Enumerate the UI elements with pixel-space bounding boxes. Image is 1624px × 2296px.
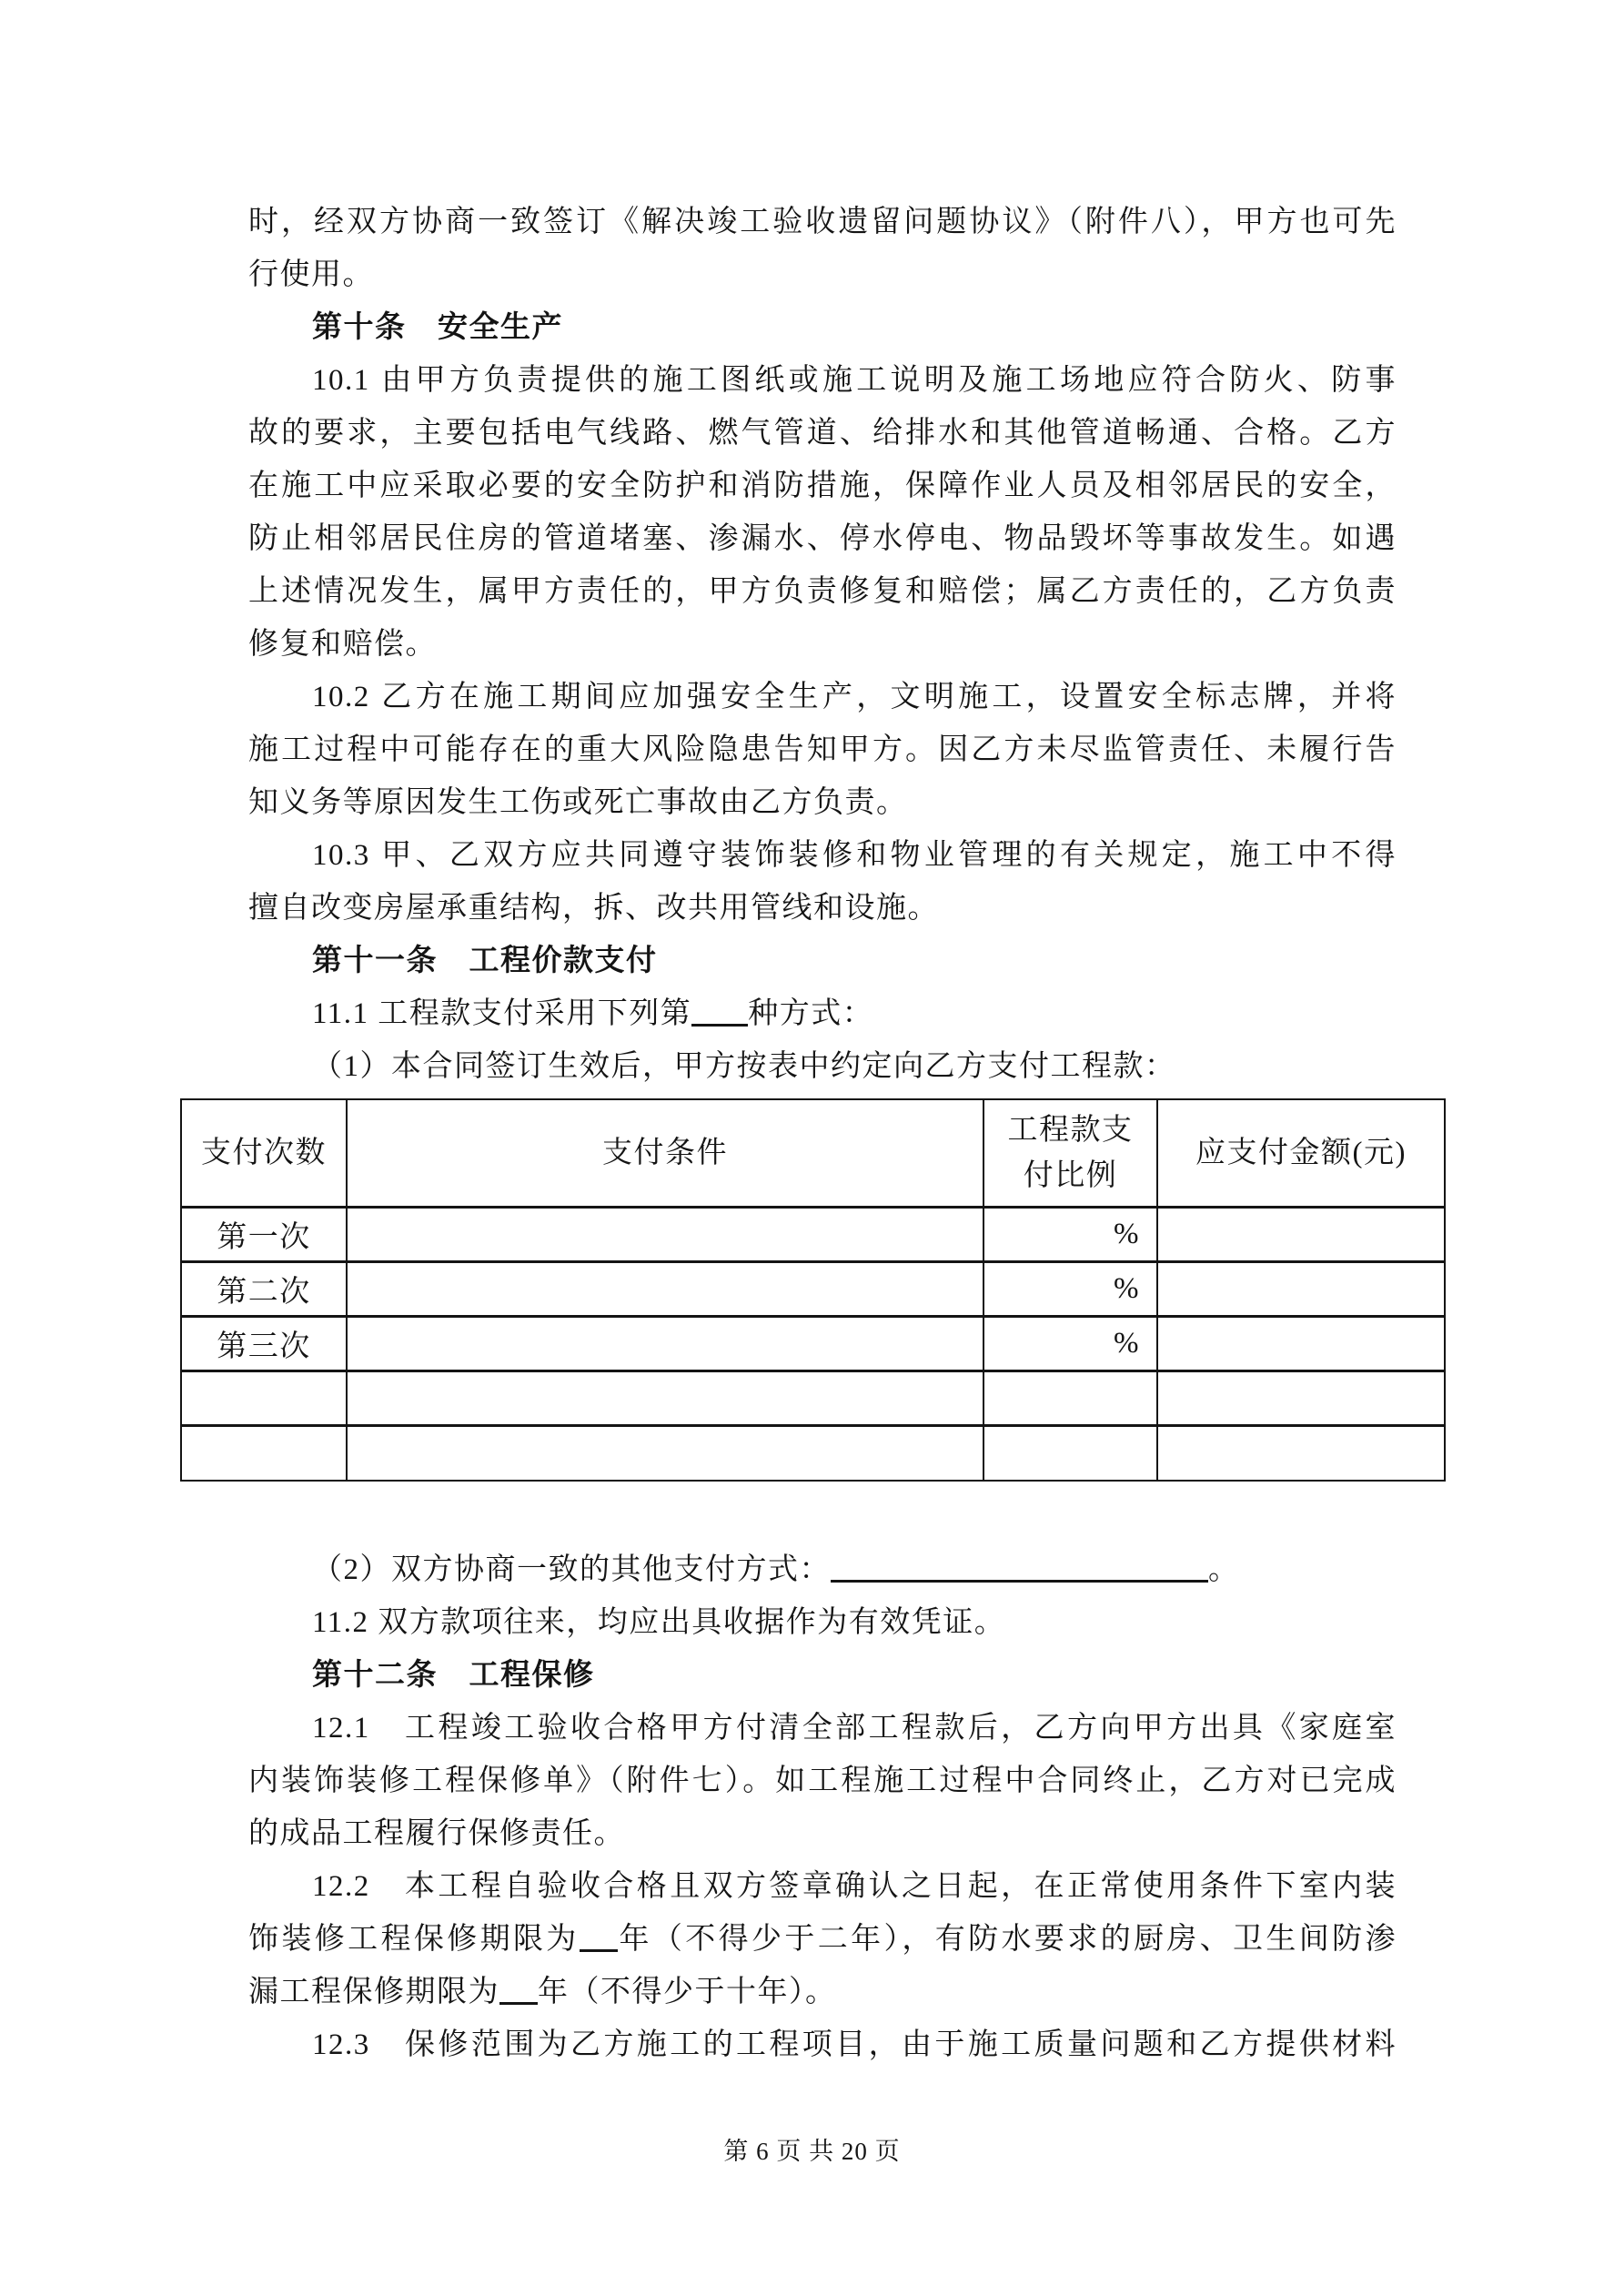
text-segment: 擅自改变房屋承重结构，拆、改共用管线和设施。 [248, 892, 939, 925]
table-cell [347, 1262, 983, 1317]
text-segment: 10.1 由甲方负责提供的施工图纸或施工说明及施工场地应符合防火、防事 [312, 364, 1397, 397]
document-content [201, 196, 1407, 2071]
text-segment: 11.2 双方款项往来，均应出具收据作为有效凭证。 [312, 1605, 1006, 1639]
table-header-cell: 应支付金额(元) [1157, 1099, 1445, 1208]
table-cell [983, 1426, 1157, 1481]
table-header-cell: 支付条件 [347, 1099, 983, 1208]
text-line [248, 1755, 1397, 1807]
table-cell: % [983, 1262, 1157, 1317]
table-cell: 第二次 [181, 1262, 347, 1317]
text-segment: 种方式： [748, 997, 874, 1030]
text-line [248, 671, 1397, 723]
blank-underline [580, 1919, 618, 1952]
paragraph [248, 671, 1397, 829]
text-segment: 的成品工程履行保修责任。 [248, 1816, 625, 1850]
table-row [181, 1426, 1445, 1481]
table-row [181, 1262, 1445, 1317]
text-segment: 上述情况发生，属甲方责任的，甲方负责修复和赔偿；属乙方责任的，乙方负责 [248, 575, 1397, 608]
table-cell [1157, 1317, 1445, 1371]
table-header-cell [983, 1099, 1157, 1208]
text-segment: 防止相邻居民住房的管道堵塞、渗漏水、停水停电、物品毁坏等事故发生。如遇 [248, 522, 1397, 555]
text-segment: 故的要求，主要包括电气线路、燃气管道、给排水和其他管道畅通、合格。乙方 [248, 417, 1397, 450]
paragraph [248, 829, 1397, 935]
text-line [248, 776, 1397, 829]
text-segment: 在施工中应采取必要的安全防护和消防措施，保障作业人员及相邻居民的安全， [248, 470, 1397, 502]
text-line [248, 407, 1397, 460]
page-footer: 第 6 页 共 20 页 [723, 2138, 901, 2165]
text-line [248, 1966, 1397, 2018]
paragraph [248, 1596, 1397, 1649]
text-line [248, 512, 1397, 565]
text-line [248, 1040, 1397, 1093]
table-cell: 第一次 [181, 1208, 347, 1262]
table-cell [347, 1208, 983, 1262]
table-cell: 第三次 [181, 1317, 347, 1371]
text-segment: 年（不得少于十年）。 [538, 1975, 837, 2008]
text-segment: （1）本合同签订生效后，甲方按表中约定向乙方支付工程款： [312, 1050, 1176, 1083]
text-segment: 修复和赔偿。 [248, 628, 437, 661]
paragraph [248, 1860, 1397, 2018]
text-segment: 10.2 乙方在施工期间应加强安全生产，文明施工，设置安全标志牌，并将 [312, 681, 1397, 713]
text-segment: 内装饰装修工程保修单》（附件七）。如工程施工过程中合同终止，乙方对已完成 [248, 1764, 1397, 1797]
text-line [248, 987, 1397, 1040]
text-segment: 11.1 工程款支付采用下列第 [312, 997, 692, 1030]
text-segment: （2）双方协商一致的其他支付方式： [312, 1553, 831, 1586]
text-segment: 施工过程中可能存在的重大风险隐患告知甲方。因乙方未尽监管责任、未履行告 [248, 733, 1397, 766]
text-segment: 10.3 甲、乙双方应共同遵守装饰装修和物业管理的有关规定，施工中不得 [312, 839, 1397, 872]
text-segment: 行使用。 [248, 258, 374, 291]
table-row [181, 1371, 1445, 1426]
table-cell [347, 1317, 983, 1371]
text-segment: 时，经双方协商一致签订《解决竣工验收遗留问题协议》（附件八），甲方也可先 [248, 206, 1397, 238]
text-segment: 12.1 工程竣工验收合格甲方付清全部工程款后，乙方向甲方出具《家庭室 [312, 1711, 1397, 1745]
text-line [248, 1702, 1397, 1755]
paragraph [248, 1702, 1397, 1860]
table-row [181, 1208, 1445, 1262]
text-segment: 12.2 本工程自验收合格且双方签章确认之日起，在正常使用条件下室内装 [312, 1869, 1397, 1903]
section-heading: 第十条 安全生产 [312, 311, 563, 344]
payment-schedule-table [180, 1098, 1446, 1482]
table-cell [347, 1371, 983, 1426]
table-header-cell: 支付次数 [181, 1099, 347, 1208]
paragraph [248, 354, 1397, 671]
table-cell [347, 1426, 983, 1481]
blank-underline [499, 1972, 538, 2005]
table-header-row [181, 1099, 1445, 1208]
text-line [248, 354, 1397, 407]
text-line [248, 618, 1397, 671]
table-cell: % [983, 1208, 1157, 1262]
table-cell [1157, 1262, 1445, 1317]
paragraph [248, 1543, 1397, 1596]
text-line [248, 1596, 1397, 1649]
blank-underline [691, 994, 748, 1027]
text-line [248, 2018, 1397, 2071]
text-segment: 12.3 保修范围为乙方施工的工程项目，由于施工质量问题和乙方提供材料 [312, 2028, 1397, 2061]
table-cell [181, 1426, 347, 1481]
text-line [248, 723, 1397, 776]
text-segment: 。 [1208, 1553, 1240, 1586]
text-segment: 知义务等原因发生工伤或死亡事故由乙方负责。 [248, 786, 908, 819]
text-line [248, 248, 1397, 301]
section-heading: 第十一条 工程价款支付 [312, 945, 658, 977]
table-cell [1157, 1208, 1445, 1262]
table-cell [983, 1371, 1157, 1426]
text-line [248, 1913, 1397, 1966]
text-line [248, 1860, 1397, 1913]
text-segment: 漏工程保修期限为 [248, 1975, 499, 2008]
paragraph [248, 987, 1397, 1040]
paragraph [248, 1040, 1397, 1093]
table-cell [1157, 1371, 1445, 1426]
text-line [248, 1807, 1397, 1860]
text-line [248, 565, 1397, 618]
paragraph [248, 2018, 1397, 2071]
table-header-text: 工程款支付比例 [1007, 1114, 1134, 1192]
paragraph [248, 196, 1397, 301]
text-line [248, 460, 1397, 512]
text-line [248, 1543, 1397, 1596]
section-heading: 第十二条 工程保修 [312, 1658, 595, 1692]
text-segment: 饰装修工程保修期限为 [248, 1922, 580, 1956]
table-row [181, 1317, 1445, 1371]
table-cell [1157, 1426, 1445, 1481]
text-line [248, 882, 1397, 935]
table-cell: % [983, 1317, 1157, 1371]
table-cell [181, 1371, 347, 1426]
text-segment: 年（不得少于二年），有防水要求的厨房、卫生间防渗 [617, 1922, 1397, 1956]
blank-underline [831, 1550, 1208, 1583]
text-line [248, 829, 1397, 882]
text-line [248, 196, 1397, 248]
